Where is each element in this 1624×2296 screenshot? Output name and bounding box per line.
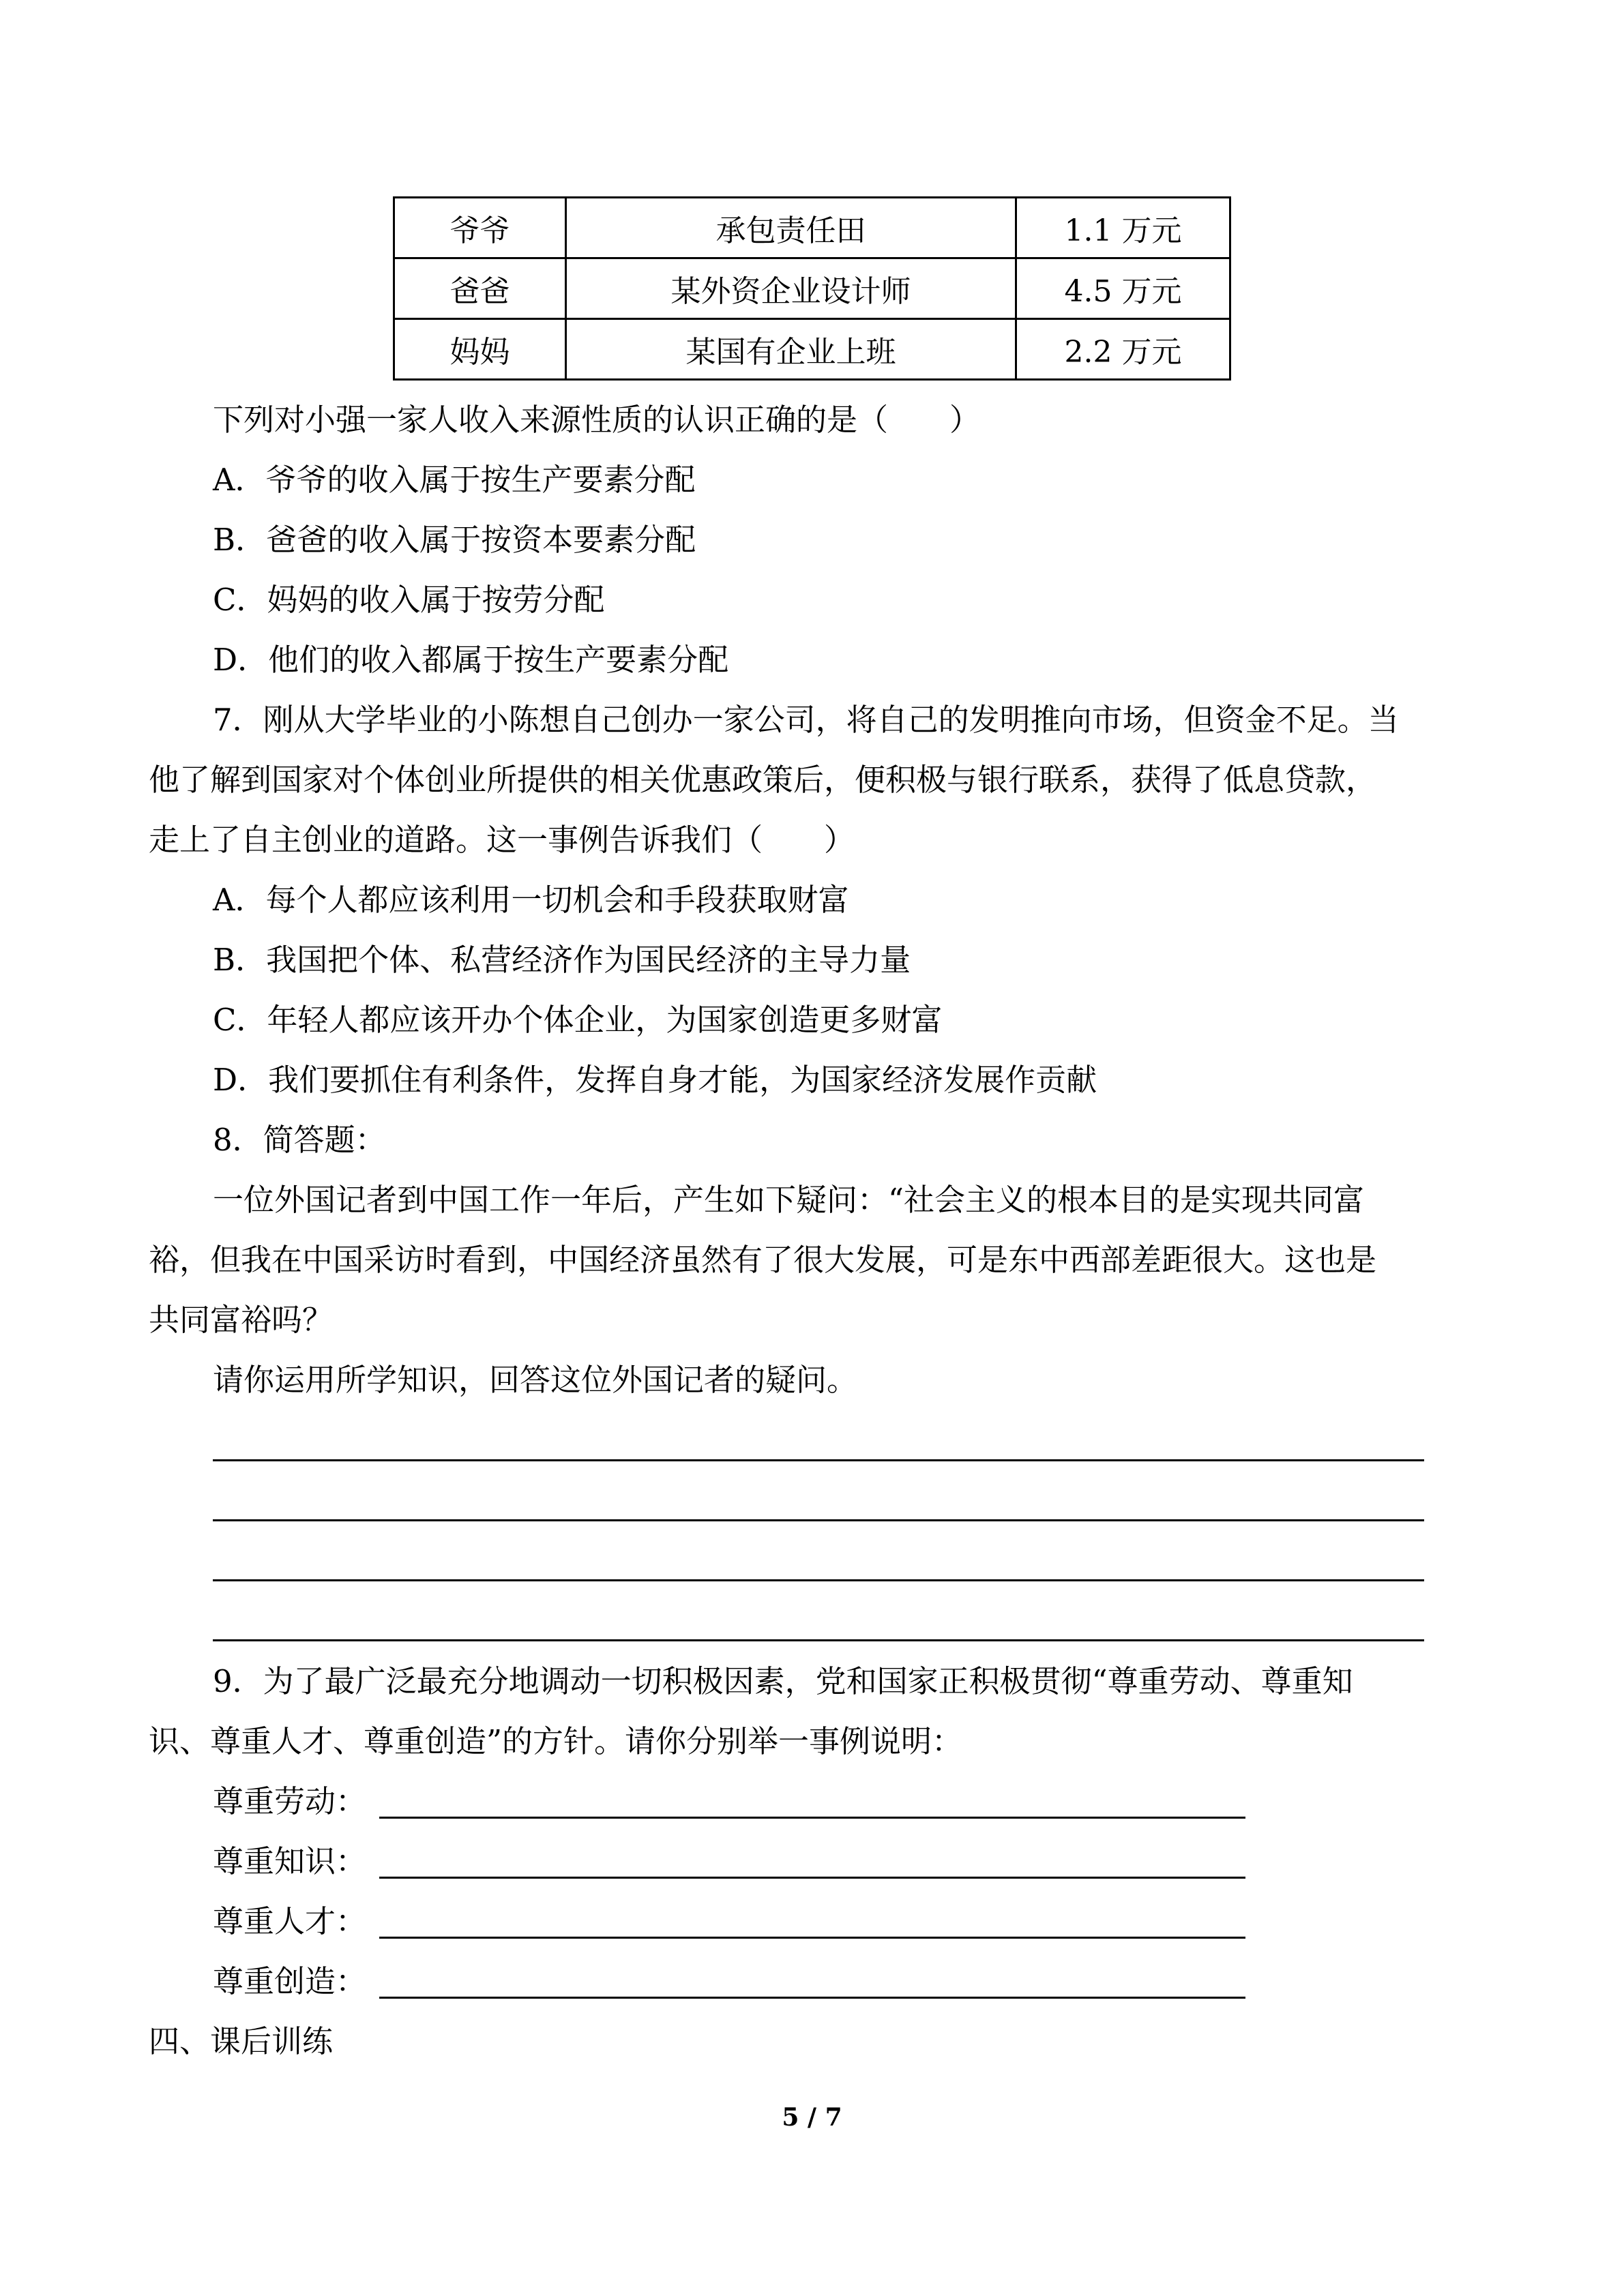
q9-line-1: 9．为了最广泛最充分地调动一切积极因素，党和国家正积极贯彻“尊重劳动、尊重知	[213, 1663, 1353, 1699]
answer-line[interactable]	[213, 1519, 1424, 1521]
respect-knowledge-label: 尊重知识：	[213, 1843, 367, 1879]
q8-line-1: 一位外国记者到中国工作一年后，产生如下疑问：“社会主义的根本目的是实现共同富	[213, 1182, 1365, 1218]
answer-line[interactable]	[213, 1579, 1424, 1581]
answer-line[interactable]	[213, 1459, 1424, 1461]
person-cell: 爷爷	[394, 198, 566, 258]
respect-labor-label: 尊重劳动：	[213, 1783, 367, 1819]
person-cell: 妈妈	[394, 319, 566, 380]
q6-option-d: D．他们的收入都属于按生产要素分配	[213, 642, 729, 678]
respect-talent-answer-line[interactable]	[379, 1937, 1245, 1939]
income-cell: 1.1 万元	[1016, 198, 1230, 258]
q7-option-c: C．年轻人都应该开办个体企业，为国家创造更多财富	[213, 1002, 943, 1038]
respect-talent-label: 尊重人才：	[213, 1903, 367, 1939]
q7-line-3: 走上了自主创业的道路。这一事例告诉我们（ ）	[149, 822, 855, 858]
income-cell: 4.5 万元	[1016, 258, 1230, 319]
source-cell: 某国有企业上班	[566, 319, 1016, 380]
q7-option-d: D．我们要抓住有利条件，发挥自身才能，为国家经济发展作贡献	[213, 1062, 1097, 1098]
table-row	[394, 198, 1230, 258]
q9-line-2: 识、尊重人才、尊重创造”的方针。请你分别举一事例说明：	[149, 1723, 963, 1759]
q6-option-a: A．爷爷的收入属于按生产要素分配	[213, 462, 696, 498]
q8-line-3: 共同富裕吗？	[149, 1302, 334, 1338]
q6-option-c: C．妈妈的收入属于按劳分配	[213, 582, 605, 618]
q7-option-b: B．我国把个体、私营经济作为国民经济的主导力量	[213, 942, 911, 978]
income-table	[393, 196, 1231, 381]
q8-prompt: 请你运用所学知识，回答这位外国记者的疑问。	[213, 1362, 858, 1398]
table-row	[394, 258, 1230, 319]
respect-knowledge-answer-line[interactable]	[379, 1877, 1245, 1879]
person-cell: 爸爸	[394, 258, 566, 319]
source-cell: 承包责任田	[566, 198, 1016, 258]
q8-line-2: 裕，但我在中国采访时看到，中国经济虽然有了很大发展，可是东中西部差距很大。这也是	[149, 1242, 1377, 1278]
q7-line-1: 7．刚从大学毕业的小陈想自己创办一家公司，将自己的发明推向市场，但资金不足。当	[213, 702, 1399, 738]
table-row	[394, 319, 1230, 380]
respect-creation-label: 尊重创造：	[213, 1963, 367, 1999]
q6-stem: 下列对小强一家人收入来源性质的认识正确的是（ ）	[213, 402, 981, 438]
q7-option-a: A．每个人都应该利用一切机会和手段获取财富	[213, 882, 849, 918]
source-cell: 某外资企业设计师	[566, 258, 1016, 319]
q7-line-2: 他了解到国家对个体创业所提供的相关优惠政策后，便积极与银行联系，获得了低息贷款，	[149, 762, 1377, 798]
respect-labor-answer-line[interactable]	[379, 1817, 1245, 1819]
income-cell: 2.2 万元	[1016, 319, 1230, 380]
answer-line[interactable]	[213, 1639, 1424, 1641]
q8-title: 8．简答题：	[213, 1122, 386, 1158]
section-heading: 四、课后训练	[149, 2023, 334, 2059]
page-number: 5 / 7	[782, 2103, 842, 2132]
q6-option-b: B．爸爸的收入属于按资本要素分配	[213, 522, 696, 558]
respect-creation-answer-line[interactable]	[379, 1997, 1245, 1999]
